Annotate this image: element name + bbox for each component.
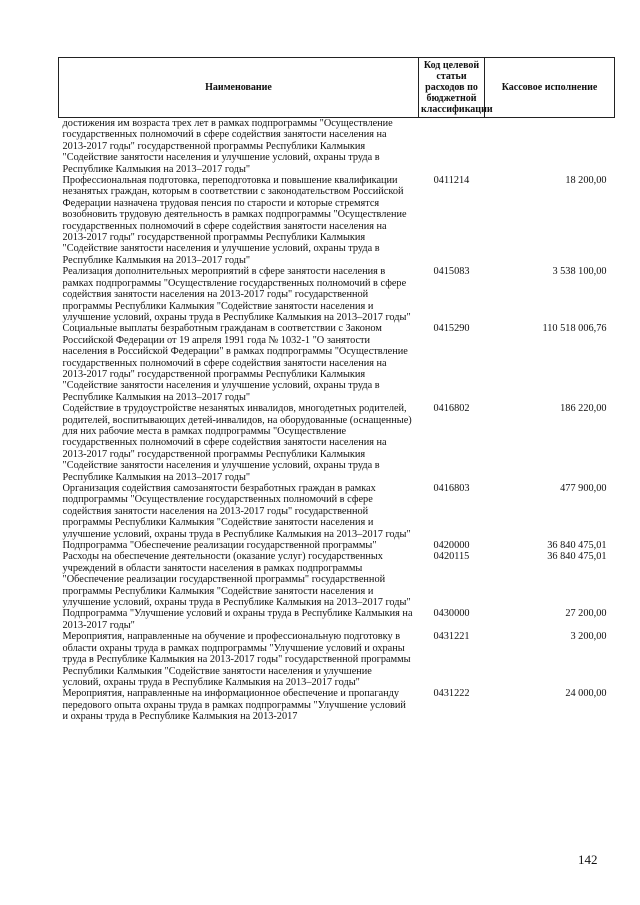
- table-row: [59, 118, 615, 176]
- table-row: [59, 688, 615, 722]
- row-code: 0416802: [433, 403, 470, 415]
- row-code: 0430000: [433, 608, 470, 620]
- row-amount: 24 000,00: [565, 688, 607, 700]
- row-amount: [485, 118, 615, 176]
- row-name: Мероприятия, направленные на обучение и профессиональную подготовку в области охраны труда в рамках подпрограммы "Улучшение условий и охраны труда в Республике Калмыкия на 2013-2017 годы" государственной программы Республики Калмыкия "Содействие занятости населения и улучшение условий, охраны труда в Республике Калмыкия на 2013–2017 годы": [62, 631, 411, 688]
- row-name: Социальные выплаты безработным гражданам в соответствии с Законом Российской Федерации от 19 апреля 1991 года № 1032-1 "О занятости населения в Российской Федерации" в рамках подпрограммы "Осуществление государственных полномочий в сфере содействия занятости населения на 2013-2017 годы" государственной программы Республики Калмыкия "Содействие занятости населения и улучшение условий, охраны труда в Республике Калмыкия на 2013–2017 годы": [62, 323, 408, 403]
- row-code: 0416803: [433, 483, 470, 494]
- row-code: 0415290: [433, 323, 470, 335]
- header-amount: Кассовое исполнение: [485, 58, 615, 118]
- table-row: [59, 323, 615, 403]
- table-row: [59, 483, 615, 540]
- row-code: 0420115: [433, 551, 470, 563]
- row-name: достижения им возраста трех лет в рамках подпрограммы "Осуществление государственных полномочий в сфере содействия занятости населения на 2013-2017 годы" государственной программы Республики Калмыкия "Содействие занятости населения и улучшение условий, охраны труда в Республике Калмыкия на 2013–2017 годы": [62, 118, 393, 175]
- row-name: Содействие в трудоустройстве незанятых инвалидов, многодетных родителей, родителей, воспитывающих детей-инвалидов, на оборудованные (оснащенные) для них рабочие места в рамках подпрограммы "Осуществление государственных полномочий в сфере содействия занятости населения на 2013-2017 годы" государственной программы Республики Калмыкия "Содействие занятости населения и улучшение условий, охраны труда в Республике Калмыкия на 2013–2017 годы": [62, 403, 412, 483]
- row-code: 0415083: [433, 266, 470, 278]
- row-code: [419, 118, 485, 176]
- table-header: [59, 58, 615, 118]
- row-amount: 477 900,00: [560, 483, 607, 494]
- row-amount: 18 200,00: [565, 175, 607, 187]
- table-row: [59, 608, 615, 631]
- row-name: Реализация дополнительных мероприятий в сфере занятости населения в рамках подпрограммы "Осуществление государственных полномочий в сфере содействия занятости населения на 2013-2017 годы" государственной программы Республики Калмыкия "Содействие занятости населения и улучшение условий, охраны труда в Республике Калмыкия на 2013–2017 годы": [62, 266, 411, 323]
- table-row: [59, 551, 615, 608]
- table-row: [59, 631, 615, 688]
- row-name: Подпрограмма "Обеспечение реализации государственной программы": [62, 540, 377, 552]
- table-row: [59, 266, 615, 323]
- table-row: [59, 403, 615, 483]
- row-amount: 27 200,00: [565, 608, 607, 620]
- row-name: Организация содействия самозанятости безработных граждан в рамках подпрограммы "Осуществление государственных полномочий в сфере содействия занятости населения на 2013-2017 годы" государственной программы Республики Калмыкия "Содействие занятости населения и улучшение условий, охраны труда в Республике Калмыкия на 2013–2017 годы": [62, 483, 411, 540]
- row-name: Расходы на обеспечение деятельности (оказание услуг) государственных учреждений в области занятости населения в рамках подпрограммы "Обеспечение реализации государственной программы" государственной программы Республики Калмыкия "Содействие занятости населения и улучшение условий, охраны труда в Республике Калмыкия на 2013–2017 годы": [62, 551, 411, 609]
- table-row: [59, 175, 615, 266]
- row-code: 0431222: [433, 688, 470, 700]
- row-code: 0420000: [433, 540, 470, 552]
- row-name: Мероприятия, направленные на информационное обеспечение и пропаганду передового опыта охраны труда в рамках подпрограммы "Улучшение условий и охраны труда в Республике Калмыкия на 2013-2017: [62, 688, 406, 723]
- row-amount: 36 840 475,01: [547, 540, 607, 552]
- row-code: 0431221: [433, 631, 470, 643]
- row-amount: 3 200,00: [570, 631, 607, 643]
- budget-table: [58, 57, 615, 723]
- row-code: 0411214: [433, 175, 470, 187]
- row-name: Профессиональная подготовка, переподготовка и повышение квалификации незанятых граждан, которым в соответствии с законодательством Российской Федерации назначена трудовая пенсия по старости и которые стремятся возобновить трудовую деятельность в рамках подпрограммы "Осуществление государственных полномочий в сфере содействия занятости населения на 2013-2017 годы" государственной программы Республики Калмыкия "Содействие занятости населения и улучшение условий, охраны труда в Республике Калмыкия на 2013–2017 годы": [62, 175, 407, 266]
- row-name: Подпрограмма "Улучшение условий и охраны труда в Республике Калмыкия на 2013-2017 годы": [62, 608, 413, 631]
- row-amount: 110 518 006,76: [542, 323, 607, 335]
- table-row: [59, 540, 615, 551]
- row-amount: 3 538 100,00: [552, 266, 607, 278]
- page-number: 142: [578, 852, 598, 867]
- row-amount: 186 220,00: [560, 403, 607, 415]
- header-name: Наименование: [59, 58, 419, 118]
- row-amount: 36 840 475,01: [547, 551, 607, 563]
- table-body: [59, 118, 615, 723]
- header-row: [59, 58, 615, 118]
- header-code: Код целевой статьи расходов по бюджетной классификации: [419, 58, 485, 118]
